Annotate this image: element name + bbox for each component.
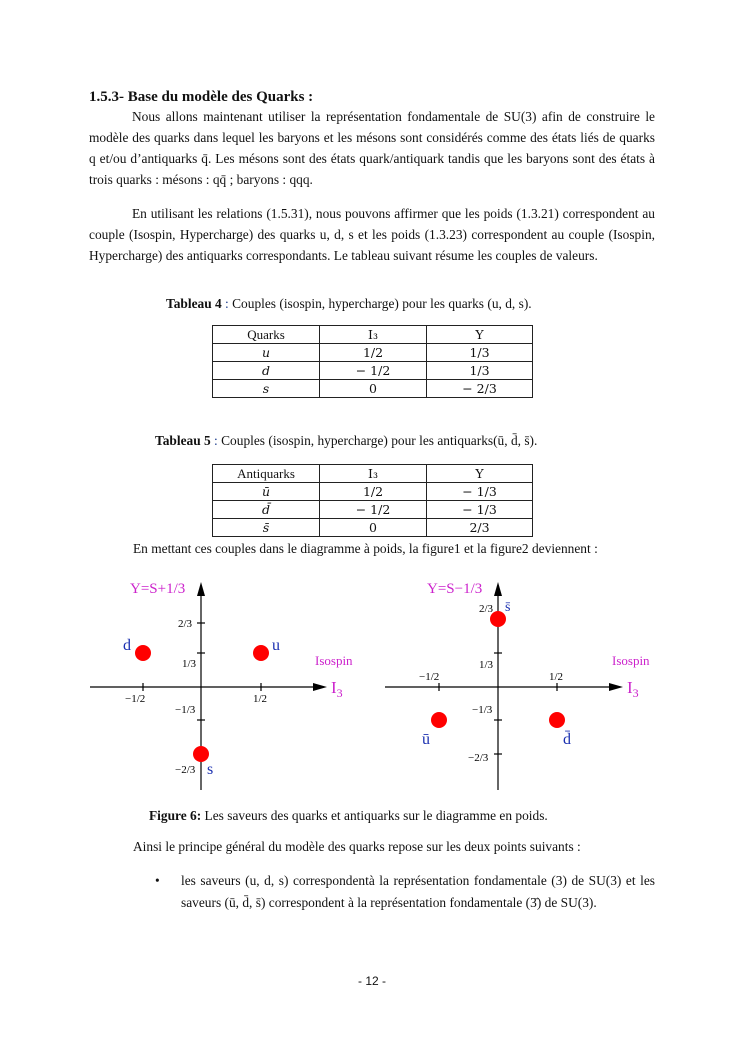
paragraph-intro [89,106,655,190]
table-cell: 0 [320,380,427,398]
table-cell: s [213,380,320,398]
table-header-row [213,326,533,344]
paragraph-intro-text: Nous allons maintenant utiliser la représentation fondamentale de SU(3) afin de construire le modèle des quarks dans lequel les baryons et les mésons sont considérés comme des états liés de quarks q et/ou d’antiquarks q̄. Les mésons sont des états quark/antiquark tandis que les baryons sont des états à trois quarks : mésons : qq̄ ; baryons : qqq. [89,109,655,187]
x-axis-label: $I_3$ [331,678,343,700]
tick-label: −1/3 [472,704,493,716]
table4-caption-label: Tableau 4 [166,296,222,311]
x-axis-label: $I_3$ [627,678,639,700]
section-title: 1.5.3- Base du modèle des Quarks : [89,89,314,105]
table-row [213,501,533,519]
tick-label: 2/3 [178,618,193,630]
tick-label: 1/3 [182,658,197,670]
table-cell: 1/3 [427,362,533,380]
paragraph-relations-text: En utilisant les relations (1.5.31), nous pouvons affirmer que les poids (1.3.21) correspondent au couple (Isospin, Hypercharge) des quarks u, d, s et les poids (1.3.23) correspondent au couple (Isospin, Hypercharge) des antiquarks correspondants. Le tableau suivant résume les couples de valeurs. [89,206,655,263]
y-axis-arrow-icon [197,582,205,596]
table5-caption [155,433,537,449]
label-u: u [272,637,280,654]
paragraph-principle: Ainsi le principe général du modèle des quarks repose sur les deux points suivants : [133,839,581,854]
quark-s-point [193,746,209,762]
quark-u-point [253,645,269,661]
y-axis-label: Y=S+1/3 [130,581,186,597]
tick-label: −1/2 [419,671,440,683]
table-cell: − 2/3 [427,380,533,398]
quark-d-point [135,645,151,661]
antiquark-dbar-point [549,712,565,728]
table-quarks [212,325,533,398]
tick-label: −1/3 [175,704,196,716]
table-header-row [213,465,533,483]
table-cell: − 1/2 [320,501,427,519]
header-cell: I₃ [320,465,427,483]
table-antiquarks [212,464,533,537]
table4-caption-text: Couples (isospin, hypercharge) pour les quarks (u, d, s). [232,296,532,311]
list-item [155,870,655,913]
figure-caption-label: Figure 6: [149,808,202,823]
table-cell: − 1/3 [427,501,533,519]
label-d: d [123,637,131,654]
tick-label: 1/3 [479,659,494,671]
header-cell: Y [427,465,533,483]
table-cell: − 1/3 [427,483,533,501]
x-axis-arrow-icon [609,683,623,691]
label-dbar: d̄ [563,731,571,748]
header-cell: Antiquarks [213,465,320,483]
label-sbar: s̄ [505,600,511,615]
bullet-icon: • [155,873,160,888]
caption-separator: : [210,433,222,448]
tick-label: −1/2 [125,693,146,705]
figure-quarks-diagram [85,570,375,790]
table-cell: d̄ [213,501,320,519]
table-cell: − 1/2 [320,362,427,380]
header-cell: Quarks [213,326,320,344]
table-row [213,362,533,380]
table5-caption-label: Tableau 5 [155,433,211,448]
x-axis-arrow-icon [313,683,327,691]
header-cell: I₃ [320,326,427,344]
table-cell: d [213,362,320,380]
tick-label: 1/2 [549,671,564,683]
bullet-list [155,870,655,913]
table5-caption-text: Couples (isospin, hypercharge) pour les antiquarks(ū, d̄, s̄). [221,433,538,448]
table4-caption [166,296,532,312]
table-cell: 0 [320,519,427,537]
tick-label: −2/3 [468,752,489,764]
table-row [213,344,533,362]
figure-caption [149,808,548,824]
table-row [213,519,533,537]
table-row [213,380,533,398]
tick-label: 1/2 [253,693,268,705]
paragraph-diagram-intro: En mettant ces couples dans le diagramme à poids, la figure1 et la figure2 deviennent : [133,541,598,556]
table-cell: 2/3 [427,519,533,537]
table-cell: s̄ [213,519,320,537]
table-row [213,483,533,501]
caption-separator: : [221,296,233,311]
antiquark-ubar-point [431,712,447,728]
tick-label: −2/3 [175,764,196,776]
table-cell: 1/2 [320,344,427,362]
label-ubar: ū [422,731,430,748]
page-number: - 12 - [357,974,386,988]
tick-label: 2/3 [479,603,494,615]
table-cell: 1/3 [427,344,533,362]
table-cell: 1/2 [320,483,427,501]
isospin-label: Isospin [612,653,650,668]
figure-caption-text: Les saveurs des quarks et antiquarks sur le diagramme en poids. [201,808,548,823]
list-item-text: les saveurs (u, d, s) correspondentà la représentation fondamentale (3) de SU(3) et les saveurs (ū, d̄, s̄) correspondent à la représentation fondamentale (3̄) de SU(3). [181,873,655,910]
label-s: s [207,761,214,778]
table-cell: ū [213,483,320,501]
isospin-label: Isospin [315,653,353,668]
table-cell: u [213,344,320,362]
y-axis-arrow-icon [494,582,502,596]
paragraph-relations [89,203,655,266]
antiquark-sbar-point [490,611,506,627]
figure-antiquarks-diagram [380,570,670,790]
header-cell: Y [427,326,533,344]
y-axis-label: Y=S−1/3 [427,581,483,597]
